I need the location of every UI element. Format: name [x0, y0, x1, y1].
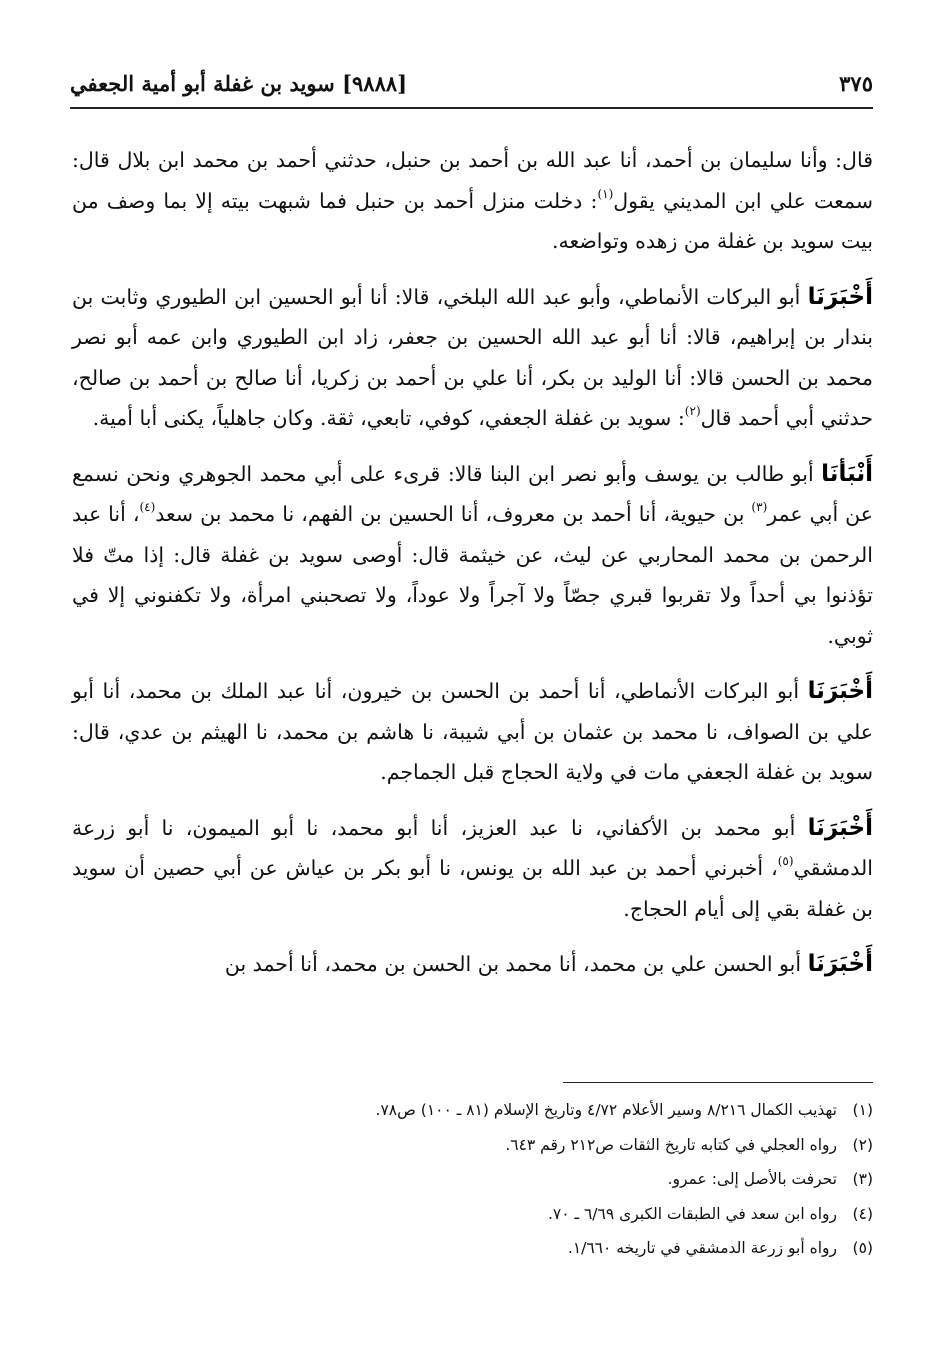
footnote-text: تحرفت بالأصل إلى: عمرو. — [667, 1170, 837, 1188]
paragraph-text: أبو الحسن علي بن محمد، أنا محمد بن الحسن بن محمد، أنا أحمد بن — [224, 952, 808, 976]
paragraph-text: قال: وأنا سليمان بن أحمد، أنا عبد الله بن أحمد بن حنبل، حدثني أحمد بن محمد ابن بلال قال: سمعت علي ابن المديني يقول — [72, 148, 873, 213]
footnote-item — [250, 1128, 873, 1163]
main-text — [72, 140, 873, 1000]
paragraph-text: : سويد بن غفلة الجعفي، كوفي، تابعي، ثقة. وكان جاهلياً، يكنى أبا أمية. — [92, 406, 685, 430]
footnote-text: رواه ابن سعد في الطبقات الكبرى ٦/٦٩ ـ ٧٠. — [547, 1204, 837, 1223]
footnote-number: (٤) — [852, 1204, 873, 1223]
isnad-lead-word: أَخْبَرَنَا — [807, 951, 873, 977]
paragraph — [72, 454, 873, 657]
isnad-lead-word: أَخْبَرَنَا — [807, 678, 873, 704]
header-rule — [70, 107, 873, 109]
footnote-ref: (٤) — [139, 500, 156, 514]
footnote-number: (٣) — [852, 1170, 873, 1188]
footnote-item — [250, 1162, 873, 1197]
footnote-text: تهذيب الكمال ٨/٢١٦ وسير الأعلام ٤/٧٢ وتاريخ الإسلام (٨١ ـ ١٠٠) ص٧٨. — [375, 1101, 837, 1119]
footnote-number: (٥) — [852, 1239, 873, 1257]
footnote-ref: (٥) — [777, 854, 794, 868]
isnad-lead-word: أَخْبَرَنَا — [807, 283, 873, 310]
paragraph-text: ، أخبرني أحمد بن عبد الله بن يونس، نا أبو بكر بن عياش عن أبي حصين أن سويد بن غفلة بقي إلى أيام الحجاج. — [72, 856, 873, 921]
footnote-text: رواه أبو زرعة الدمشقي في تاريخه ١/٦٦٠. — [567, 1239, 837, 1257]
paragraph-text: أبو محمد بن الأكفاني، نا عبد العزيز، أنا أبو محمد، نا أبو الميمون، نا أبو زرعة الدمشقي — [72, 815, 873, 880]
footnote-ref: (١) — [597, 186, 614, 201]
footnote-item — [250, 1197, 873, 1232]
footnote-text: رواه العجلي في كتابه تاريخ الثقات ص٢١٢ رقم ٦٤٣. — [505, 1135, 837, 1154]
running-title: [٩٨٨٨] سويد بن غفلة أبو أمية الجعفي — [70, 71, 408, 96]
footnote-rule — [563, 1082, 873, 1083]
paragraph-text: أبو البركات الأنماطي، وأبو عبد الله البلخي، قالا: أنا أبو الحسين ابن الطيوري وثابت بن بندار بن إبراهيم، قالا: أنا أبو عبد الله الحسين بن جعفر، زاد ابن الطيوري وابن عمه أبو نصر محمد بن الحسن قالا: أنا الوليد بن بكر، أنا علي بن أحمد بن زكريا، أنا صالح بن أحمد بن صالح، حدثني أبي أحمد قال — [72, 284, 873, 430]
footnote-item — [250, 1231, 873, 1266]
paragraph — [72, 944, 873, 985]
footnote-ref: (٢) — [684, 404, 701, 418]
paragraph-text: ، أنا عبد الرحمن بن محمد المحاربي عن ليث، عن خيثمة قال: أوصى سويد بن غفلة قال: إذا متّ فلا تؤذنوا بي أحداً ولا تقربوا قبري جصّاً ولا آجراً ولا عوداً، ولا تصحبني امرأة، ولا تكفنوني إلا في ثوبي. — [72, 502, 873, 648]
paragraph-text: : دخلت منزل أحمد بن حنبل فما شبهت بيته إلا بما وصف من بيت سويد بن غفلة من زهده وتواضعه. — [72, 188, 873, 253]
paragraph — [72, 277, 873, 439]
paragraph — [72, 140, 873, 262]
page-header — [70, 60, 873, 104]
footnote-number: (٢) — [852, 1135, 873, 1154]
footnote-number: (١) — [852, 1101, 873, 1119]
page-number: ٣٧٥ — [839, 71, 873, 96]
paragraph-text: أبو البركات الأنماطي، أنا أحمد بن الحسن بن خيرون، أنا عبد الملك بن محمد، أنا أبو علي بن الصواف، نا محمد بن عثمان بن أبي شيبة، نا هاشم بن محمد، نا الهيثم بن عدي، قال: سويد بن غفلة الجعفي مات في ولاية الحجاج قبل الجماجم. — [72, 679, 873, 784]
footnote-ref: (٣) — [751, 500, 768, 514]
footnotes — [250, 1093, 873, 1266]
paragraph-text: بن حيوية، أنا أحمد بن معروف، أنا الحسين بن الفهم، نا محمد بن سعد — [155, 502, 752, 526]
footnote-item — [250, 1093, 873, 1128]
isnad-lead-word: أَنْبَأنَا — [821, 460, 873, 487]
isnad-lead-word: أَخْبَرَنَا — [807, 814, 873, 841]
paragraph — [72, 808, 873, 930]
paragraph-text: أبو طالب بن يوسف وأبو نصر ابن البنا قالا: قرىء على أبي محمد الجوهري ونحن نسمع عن أبي عمر — [72, 461, 873, 526]
paragraph — [72, 671, 873, 793]
